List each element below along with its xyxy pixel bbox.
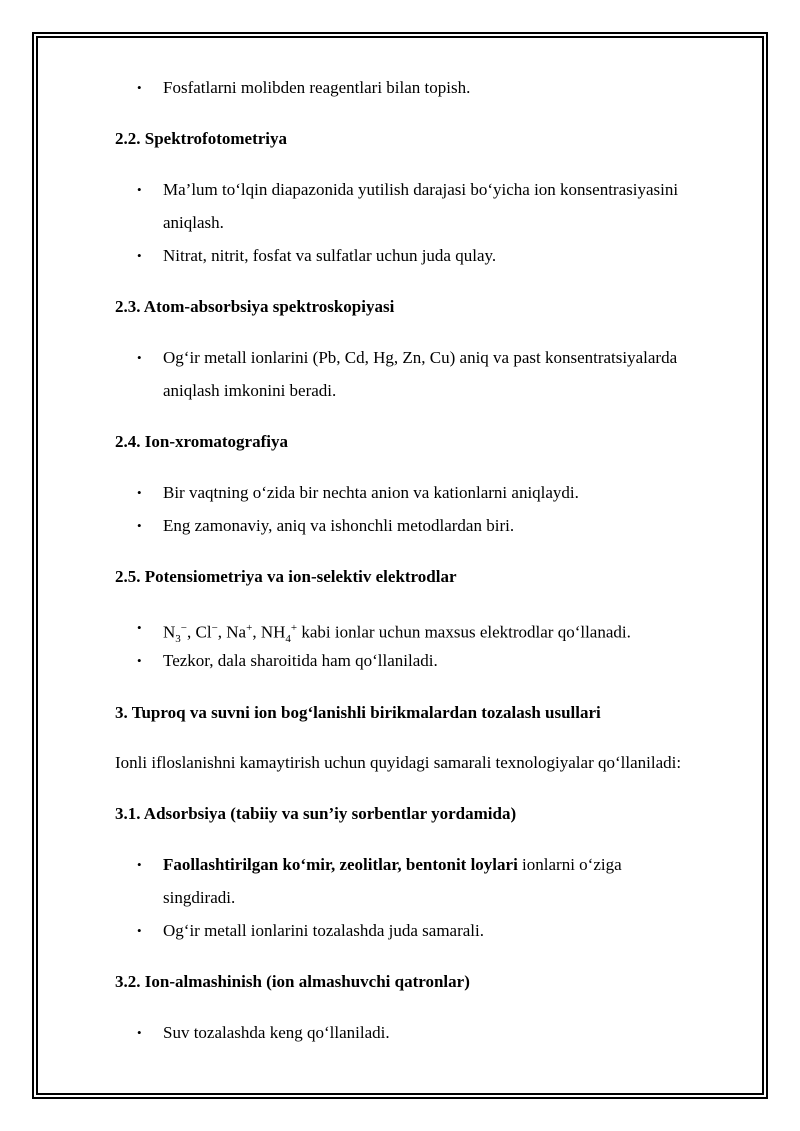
- bullet-glyph: •: [137, 485, 142, 500]
- list-item: [115, 246, 745, 266]
- list-item: [115, 855, 745, 909]
- bullet-glyph: •: [137, 80, 142, 95]
- section-heading-2-2: 2.2. Spektrofotometriya: [115, 129, 288, 148]
- ion-ammonium-symbol: , NH: [252, 622, 286, 642]
- ion-subscript: 3: [175, 633, 181, 646]
- list-item-rest: ionlarni o‘ziga: [517, 855, 622, 874]
- bullet-glyph: •: [137, 857, 142, 872]
- ion-charge: −: [211, 622, 218, 634]
- bullet-glyph: •: [137, 182, 142, 197]
- section-heading-2-5: 2.5. Potensiometriya va ion-selektiv elektrodlar: [115, 567, 457, 586]
- list-item: [115, 483, 745, 503]
- ion-charge: +: [246, 622, 253, 634]
- list-item: [115, 1023, 745, 1043]
- list-item-text-cont: singdiradi.: [163, 888, 236, 907]
- section-heading-2-4: 2.4. Ion-xromatografiya: [115, 432, 288, 451]
- list-item-text: Fosfatlarni molibden reagentlari bilan topish.: [163, 78, 471, 97]
- list-item-text: Eng zamonaviy, aniq va ishonchli metodlardan biri.: [163, 516, 515, 535]
- list-item-text: [163, 618, 631, 649]
- bullet-glyph: •: [137, 518, 142, 533]
- list-item-text: Suv tozalashda keng qo‘llaniladi.: [163, 1023, 390, 1042]
- bullet-glyph: •: [137, 923, 142, 938]
- section-heading-2-3: 2.3. Atom-absorbsiya spektroskopiyasi: [115, 297, 395, 316]
- ion-nitride-symbol: N: [163, 622, 176, 642]
- list-item: [115, 921, 745, 941]
- list-item: [115, 78, 745, 98]
- ion-charge: −: [180, 622, 187, 634]
- list-item-text: Ma’lum to‘lqin diapazonida yutilish darajasi bo‘yicha ion konsentrasiyasini: [163, 180, 679, 199]
- list-item-text: Og‘ir metall ionlarini tozalashda juda samarali.: [163, 921, 484, 940]
- bullet-glyph: •: [137, 1025, 142, 1040]
- ion-chloride-symbol: , Cl: [187, 622, 212, 642]
- list-item-text-cont: aniqlash.: [163, 213, 224, 232]
- ion-sodium-symbol: , Na: [217, 622, 247, 642]
- list-item-rest: kabi ionlar uchun maxsus elektrodlar qo‘llanadi.: [297, 622, 631, 642]
- ion-charge: +: [290, 622, 298, 634]
- paragraph: Ionli ifloslanishni kamaytirish uchun quyidagi samarali texnologiyalar qo‘llaniladi:: [115, 753, 682, 772]
- bullet-glyph: •: [137, 620, 142, 635]
- list-item-bold-text: Faollashtirilgan ko‘mir, zeolitlar, bentonit loylari: [163, 855, 518, 874]
- list-item: [115, 516, 745, 536]
- list-item-text: Tezkor, dala sharoitida ham qo‘llaniladi.: [163, 651, 438, 670]
- section-heading-3-1: 3.1. Adsorbsiya (tabiiy va sun’iy sorbentlar yordamida): [115, 804, 517, 823]
- list-item-text: Bir vaqtning o‘zida bir nechta anion va kationlarni aniqlaydi.: [163, 483, 579, 502]
- ion-subscript: 4: [285, 633, 291, 646]
- section-heading-3-2: 3.2. Ion-almashinish (ion almashuvchi qatronlar): [115, 972, 470, 991]
- list-item-text: Og‘ir metall ionlarini (Pb, Cd, Hg, Zn, Cu) aniq va past konsentratsiyalarda: [163, 348, 678, 367]
- list-item-text: Nitrat, nitrit, fosfat va sulfatlar uchun juda qulay.: [163, 246, 497, 265]
- list-item: [115, 651, 745, 671]
- list-item: [115, 348, 745, 402]
- list-item-text: [163, 855, 622, 875]
- bullet-glyph: •: [137, 653, 142, 668]
- bullet-glyph: •: [137, 350, 142, 365]
- list-item: [115, 618, 745, 646]
- section-heading-3: 3. Tuproq va suvni ion bog‘lanishli birikmalardan tozalash usullari: [115, 703, 601, 722]
- list-item-text-cont: aniqlash imkonini beradi.: [163, 381, 337, 400]
- list-item: [115, 180, 745, 234]
- bullet-glyph: •: [137, 248, 142, 263]
